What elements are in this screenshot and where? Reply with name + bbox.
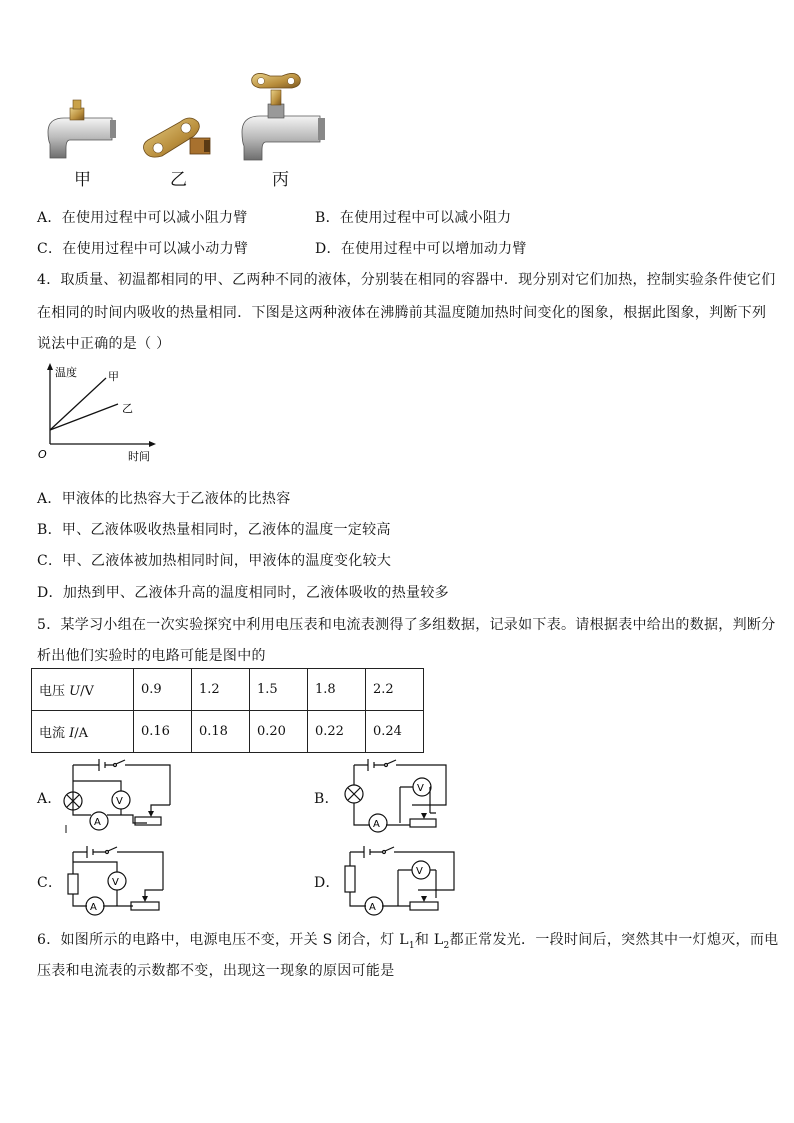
q6-stem-line-2: 压表和电流表的示数都不变，出现这一现象的原因可能是 <box>37 963 395 979</box>
figure-label-bing: 丙 <box>272 170 289 190</box>
q4-option-a: A．甲液体的比热容大于乙液体的比热容 <box>37 491 291 507</box>
ammeter-label: A <box>373 819 380 830</box>
circuit-label-d: D． <box>314 875 340 891</box>
graph-y-label: 温度 <box>55 366 77 379</box>
q3-option-b: B．在使用过程中可以减小阻力 <box>315 210 512 226</box>
graph-x-label: 时间 <box>128 450 150 463</box>
current-header: 电流 I/A <box>32 711 134 753</box>
q3-option-c: C．在使用过程中可以减小动力臂 <box>37 241 249 257</box>
voltmeter-label: V <box>416 866 423 877</box>
q3-option-a: A．在使用过程中可以减小阻力臂 <box>37 210 248 226</box>
table-row-voltage <box>32 669 424 711</box>
circuit-label-b: B． <box>314 791 339 807</box>
table-cell: 0.22 <box>308 711 366 753</box>
voltmeter-label: V <box>116 796 123 807</box>
table-cell: 0.24 <box>366 711 424 753</box>
table-cell: 1.5 <box>250 669 308 711</box>
table-cell: 0.16 <box>134 711 192 753</box>
circuit-label-a: A． <box>37 791 62 807</box>
circuit-a <box>55 757 185 837</box>
temperature-time-graph <box>36 362 160 468</box>
table-row-current <box>32 711 424 753</box>
q5-stem-line-1: 5．某学习小组在一次实验探究中利用电压表和电流表测得了多组数据，记录如下表。请根据表中给出的数据，判断分 <box>37 617 776 633</box>
voltmeter-label: V <box>417 783 424 794</box>
table-cell: 0.18 <box>192 711 250 753</box>
table-cell: 2.2 <box>366 669 424 711</box>
figure-label-jia: 甲 <box>74 170 91 190</box>
q4-option-d: D．加热到甲、乙液体升高的温度相同时，乙液体吸收的热量较多 <box>37 585 449 601</box>
q4-stem-line-1: 4．取质量、初温都相同的甲、乙两种不同的液体，分别装在相同的容器中．现分别对它们加热，控制实验条件使它们 <box>37 272 776 288</box>
q5-stem-line-2: 析出他们实验时的电路可能是图中的 <box>37 648 266 664</box>
voltmeter-label: V <box>112 877 119 888</box>
voltage-header: 电压 U/V <box>32 669 134 711</box>
table-cell: 1.2 <box>192 669 250 711</box>
table-cell: 0.9 <box>134 669 192 711</box>
key-yi <box>144 118 211 157</box>
graph-line-jia-label: 甲 <box>108 370 119 383</box>
ammeter-label: A <box>90 902 97 913</box>
ammeter-label: A <box>94 817 101 828</box>
q4-stem-line-2: 在相同的时间内吸收的热量相同．下图是这两种液体在沸腾前其温度随加热时间变化的图象，根据此图象，判断下列 <box>37 305 767 321</box>
q3-option-d: D．在使用过程中可以增加动力臂 <box>315 241 527 257</box>
circuit-c <box>55 840 185 920</box>
faucet-figure <box>30 70 340 170</box>
voltage-current-table <box>31 668 424 753</box>
circuit-b <box>336 757 466 837</box>
table-cell: 0.20 <box>250 711 308 753</box>
graph-line-yi-label: 乙 <box>122 402 133 415</box>
q4-option-c: C．甲、乙液体被加热相同时间，甲液体的温度变化较大 <box>37 553 392 569</box>
circuit-d <box>336 840 466 920</box>
table-cell: 1.8 <box>308 669 366 711</box>
q6-stem-line-1: 6．如图所示的电路中，电源电压不变，开关 S 闭合，灯 $L_1$和 $L_2$都正常发光．一段时间后，突然其中一灯熄灭，而电 <box>37 932 779 951</box>
faucet-jia <box>48 100 116 158</box>
figure-label-yi: 乙 <box>170 170 187 190</box>
ammeter-label: A <box>369 902 376 913</box>
q4-stem-line-3: 说法中正确的是（ ） <box>37 336 171 352</box>
graph-origin-label: O <box>38 448 47 461</box>
faucet-bing <box>242 73 325 160</box>
circuit-label-c: C． <box>37 875 63 891</box>
q4-option-b: B．甲、乙液体吸收热量相同时，乙液体的温度一定较高 <box>37 522 391 538</box>
